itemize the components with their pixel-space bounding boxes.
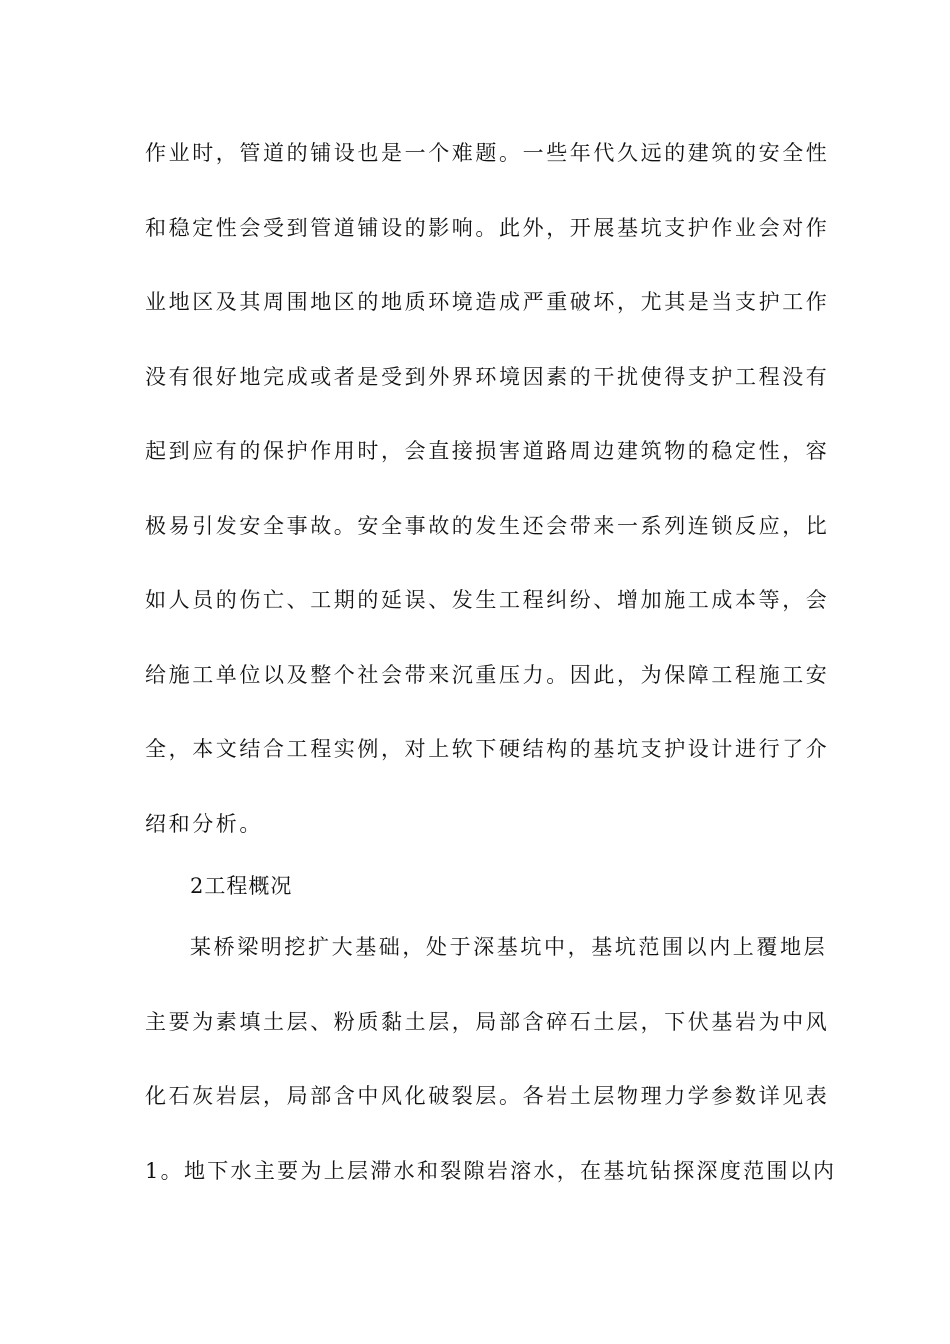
body-text-line: 作业时，管道的铺设也是一个难题。一些年代久远的建筑的安全性 xyxy=(145,141,830,165)
body-text-line: 极易引发安全事故。安全事故的发生还会带来一系列连锁反应，比 xyxy=(145,514,830,538)
body-text-line: 绍和分析。 xyxy=(145,812,263,836)
body-text-line: 主要为素填土层、粉质黏土层，局部含碎石土层，下伏基岩为中风 xyxy=(145,1010,830,1034)
section-heading: 2工程概况 xyxy=(190,874,293,898)
body-text-line: 某桥梁明挖扩大基础，处于深基坑中，基坑范围以内上覆地层 xyxy=(190,935,828,959)
body-text-line: 如人员的伤亡、工期的延误、发生工程纠纷、增加施工成本等，会 xyxy=(145,588,830,612)
body-text-line: 和稳定性会受到管道铺设的影响。此外，开展基坑支护作业会对作 xyxy=(145,216,830,240)
body-text-line: 起到应有的保护作用时，会直接损害道路周边建筑物的稳定性，容 xyxy=(145,439,830,463)
body-text-line: 全，本文结合工程实例，对上软下硬结构的基坑支护设计进行了介 xyxy=(145,737,830,761)
body-text-line: 1。地下水主要为上层滞水和裂隙岩溶水，在基坑钻探深度范围以内 xyxy=(145,1159,837,1183)
body-text-line: 给施工单位以及整个社会带来沉重压力。因此，为保障工程施工安 xyxy=(145,663,830,687)
body-text-line: 业地区及其周围地区的地质环境造成严重破坏，尤其是当支护工作 xyxy=(145,290,830,314)
body-text-line: 没有很好地完成或者是受到外界环境因素的干扰使得支护工程没有 xyxy=(145,365,830,389)
body-text-line: 化石灰岩层，局部含中风化破裂层。各岩土层物理力学参数详见表 xyxy=(145,1084,830,1108)
